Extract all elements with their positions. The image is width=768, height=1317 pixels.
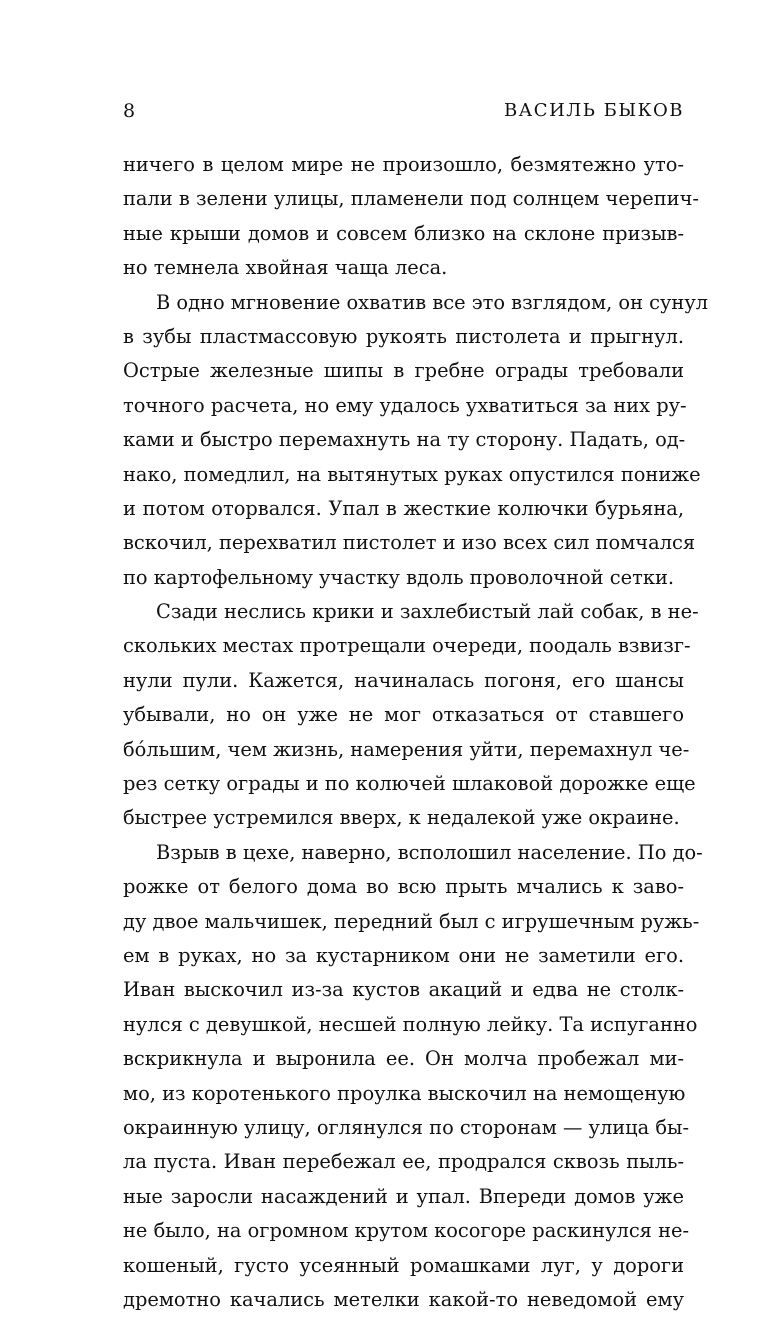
text-line: в зубы пластмассовую рукоять пистолета и прыгнул. xyxy=(123,324,684,348)
text-line: рожке от белого дома во всю прыть мчались к заво- xyxy=(123,875,684,899)
page-number: 8 xyxy=(123,100,136,122)
text-line: пали в зелени улицы, пламенели под солнцем черепич- xyxy=(123,187,699,211)
paragraph xyxy=(123,595,699,836)
text-line: и потом оторвался. Упал в жесткие колючки бурьяна, xyxy=(123,496,684,520)
paragraph xyxy=(123,286,709,596)
text-line: не было, на огромном крутом косогоре раскинулся не- xyxy=(123,1219,690,1243)
text-line: по картофельному участку вдоль проволочной сетки. xyxy=(123,565,675,589)
text-line: быстрее устремился вверх, к недалекой уже окраине. xyxy=(123,806,680,830)
text-line: скольких местах протрещали очереди, поодаль взвизг- xyxy=(123,634,691,658)
running-head: ВАСИЛЬ БЫКОВ xyxy=(503,100,684,121)
text-line: Иван выскочил из-за кустов акаций и едва не столк- xyxy=(123,978,684,1002)
text-line: В одно мгновение охватив все это взглядом, он сунул xyxy=(156,290,709,314)
text-line: нули пули. Кажется, начиналась погоня, его шансы xyxy=(123,668,684,692)
text-line: нако, помедлил, на вытянутых руках опустился пониже xyxy=(123,462,701,486)
text-line: рез сетку ограды и по колючей шлаковой дорожке еще xyxy=(123,772,696,796)
text-line: ем в руках, но за кустарником они не заметили его. xyxy=(123,943,684,967)
text-line: кошеный, густо усеянный ромашками луг, у дороги xyxy=(123,1253,684,1277)
text-line: ду двое мальчишек, передний был с игрушечным ружь- xyxy=(123,909,700,933)
body-text xyxy=(123,148,709,1317)
text-line: бóльшим, чем жизнь, намерения уйти, перемахнул че- xyxy=(123,737,690,761)
text-line: ками и быстро перемахнуть на ту сторону. Падать, од- xyxy=(123,428,686,452)
text-line: мо, из коротенького проулка выскочил на немощеную xyxy=(123,1081,686,1105)
text-line: ла пуста. Иван перебежал ее, продрался сквозь пыль- xyxy=(123,1150,684,1174)
text-line: Острые железные шипы в гребне ограды требовали xyxy=(123,359,684,383)
text-line: дремотно качались метелки какой-то неведомой ему xyxy=(123,1287,684,1311)
paragraph xyxy=(123,836,703,1317)
text-line: но темнела хвойная чаща леса. xyxy=(123,256,448,280)
text-line: окраинную улицу, оглянулся по сторонам — улица бы- xyxy=(123,1115,690,1139)
text-line: нулся с девушкой, несшей полную лейку. Та испуганно xyxy=(123,1012,698,1036)
text-line: Взрыв в цехе, наверно, всполошил население. По до- xyxy=(156,840,703,864)
text-line: Сзади неслись крики и захлебистый лай собак, в не- xyxy=(156,600,699,624)
text-line: ничего в целом мире не произошло, безмятежно уто- xyxy=(123,153,684,176)
text-line: убывали, но он уже не мог отказаться от ставшего xyxy=(123,703,684,727)
text-line: ные крыши домов и совсем близко на склоне призыв- xyxy=(123,221,684,245)
text-line: вскрикнула и выронила ее. Он молча пробежал ми- xyxy=(123,1047,684,1071)
text-line: ные заросли насаждений и упал. Впереди домов уже xyxy=(123,1184,684,1208)
paragraph xyxy=(123,148,699,286)
text-line: вскочил, перехватил пистолет и изо всех сил помчался xyxy=(123,531,696,555)
text-line: точного расчета, но ему удалось ухватиться за них ру- xyxy=(123,393,687,417)
